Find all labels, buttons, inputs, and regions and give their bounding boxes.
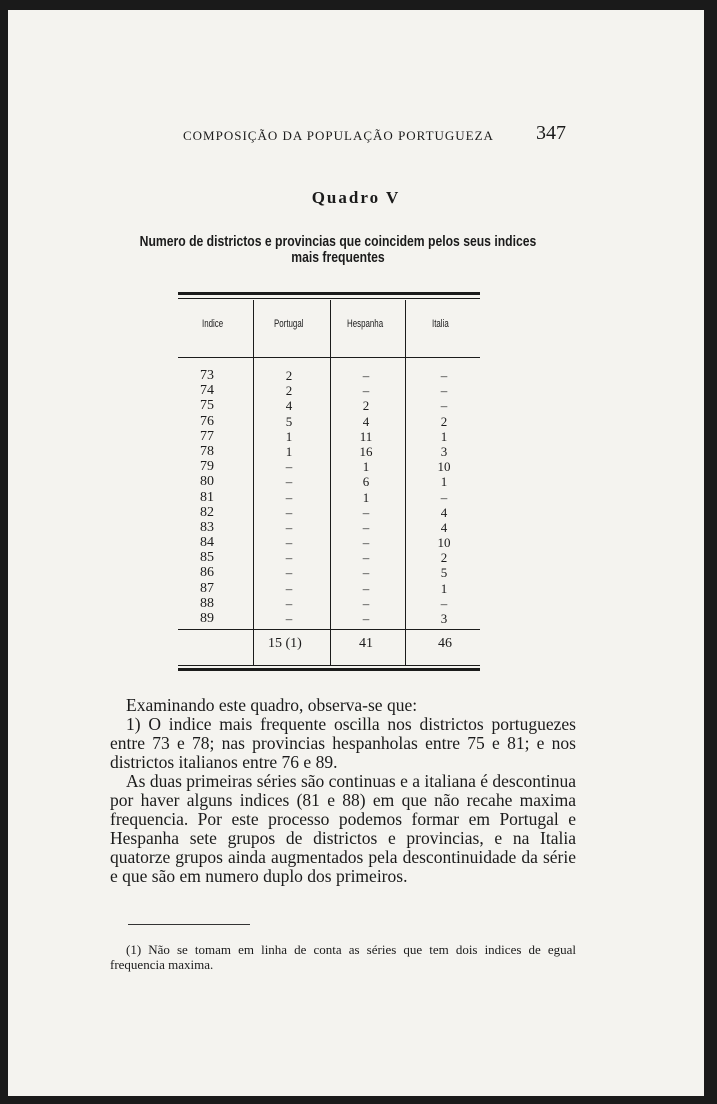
table-cell: – xyxy=(362,519,370,535)
table-cell: – xyxy=(362,368,370,383)
table-cell: – xyxy=(440,489,448,505)
table-cell: – xyxy=(285,519,293,535)
table-cell: 79 xyxy=(200,459,214,475)
table-cell: – xyxy=(285,611,293,626)
table-cell: 88 xyxy=(200,595,214,611)
table-cell: 3 xyxy=(440,443,448,459)
table-cell: 4 xyxy=(362,413,370,429)
table-cell: 84 xyxy=(200,535,214,551)
table-cell: – xyxy=(285,595,293,611)
page-number: 347 xyxy=(536,122,566,144)
table-cell: – xyxy=(285,550,293,566)
table-cell: 2 xyxy=(285,383,293,399)
table-cell: 4 xyxy=(285,398,293,414)
table-cell: – xyxy=(362,565,370,581)
table-cell: 5 xyxy=(440,565,448,581)
table-cell: 10 xyxy=(437,459,451,475)
column-indice xyxy=(200,368,230,626)
table-cell: 4 xyxy=(440,519,448,535)
table-subtitle xyxy=(132,234,544,266)
book-page xyxy=(8,10,704,1096)
table-cell: 1 xyxy=(440,580,448,596)
table-cell: 1 xyxy=(285,428,293,444)
table-cell: 2 xyxy=(362,398,370,414)
table-cell: – xyxy=(362,595,370,611)
table-cell: 3 xyxy=(440,611,448,626)
table-cell: 1 xyxy=(285,443,293,459)
table-cell: 5 xyxy=(285,413,293,429)
column-divider xyxy=(253,300,254,666)
header-bottom-rule xyxy=(178,357,480,358)
table-title: Quadro V xyxy=(311,188,401,207)
table-bottom-rule-thin xyxy=(178,665,480,666)
table-cell: 83 xyxy=(200,519,214,535)
table-cell: – xyxy=(285,565,293,581)
table-cell: – xyxy=(285,580,293,596)
table-cell: 73 xyxy=(200,368,214,383)
table-cell: – xyxy=(362,504,370,520)
footnote xyxy=(110,942,576,972)
table-cell: 1 xyxy=(362,489,370,505)
body-text xyxy=(110,696,576,886)
table-cell: – xyxy=(362,611,370,626)
table-cell: 2 xyxy=(440,550,448,566)
column-header-italia: Italia xyxy=(432,318,449,330)
table-cell: – xyxy=(362,550,370,566)
table-cell: 81 xyxy=(200,489,214,505)
total-portugal: 15 (1) xyxy=(268,636,302,651)
table-cell: 6 xyxy=(362,474,370,490)
table-cell: 89 xyxy=(200,611,214,626)
table-cell: 77 xyxy=(200,428,214,444)
table-cell: 86 xyxy=(200,565,214,581)
table-cell: – xyxy=(285,504,293,520)
total-hespanha: 41 xyxy=(359,636,373,651)
running-title: COMPOSIÇÃO DA POPULAÇÃO PORTUGUEZA xyxy=(183,128,494,143)
column-header-hespanha: Hespanha xyxy=(347,318,384,330)
table-cell: – xyxy=(285,535,293,551)
table-cell: 82 xyxy=(200,504,214,520)
table-cell: 85 xyxy=(200,550,214,566)
total-italia: 46 xyxy=(438,636,452,651)
item-1-paragraph: 1) O indice mais frequente oscilla nos districtos portuguezes entre 73 e 78; nas provincias hespanholas entre 75 e 81; e nos districtos italianos entre 76 e 89. xyxy=(110,714,576,772)
table-cell: 2 xyxy=(440,413,448,429)
table-cell: 1 xyxy=(362,459,370,475)
column-header-indice: Indice xyxy=(202,318,224,330)
table-cell: – xyxy=(440,398,448,414)
table-cell: – xyxy=(440,368,448,383)
column-header-portugal: Portugal xyxy=(274,318,304,330)
table-top-rule xyxy=(178,292,480,295)
table-cell: 74 xyxy=(200,383,214,399)
column-divider xyxy=(405,300,406,666)
column-hespanha xyxy=(349,368,383,626)
column-italia xyxy=(427,368,461,626)
table-cell: 10 xyxy=(437,535,451,551)
intro-paragraph: Examinando este quadro, observa-se que: xyxy=(126,695,418,715)
table-cell: – xyxy=(362,383,370,399)
table-cell: – xyxy=(285,474,293,490)
table-cell: 1 xyxy=(440,474,448,490)
table-cell: 78 xyxy=(200,443,214,459)
table-cell: – xyxy=(362,580,370,596)
table-cell: 76 xyxy=(200,413,214,429)
table-cell: – xyxy=(285,459,293,475)
table-bottom-rule xyxy=(178,668,480,671)
table-cell: 75 xyxy=(200,398,214,414)
table-cell: 11 xyxy=(359,428,373,444)
table-cell: – xyxy=(285,489,293,505)
table-cell: 87 xyxy=(200,580,214,596)
table-cell: – xyxy=(440,595,448,611)
table-cell: – xyxy=(362,535,370,551)
table-cell: 80 xyxy=(200,474,214,490)
subtitle-line-1: Numero de districtos e provincias que coincidem pelos seus indices xyxy=(139,234,537,250)
table-cell: 16 xyxy=(359,443,373,459)
table-cell: 1 xyxy=(440,428,448,444)
table-cell: 2 xyxy=(285,368,293,383)
table-cell: – xyxy=(440,383,448,399)
table-top-rule-thin xyxy=(178,298,480,299)
totals-rule xyxy=(178,629,480,630)
table-cell: 4 xyxy=(440,504,448,520)
column-portugal xyxy=(272,368,306,626)
footnote-text: (1) Não se tomam em linha de conta as séries que tem dois indices de egual frequencia maxima. xyxy=(110,942,576,972)
paragraph-2: As duas primeiras séries são continuas e a italiana é descontinua por haver alguns indices (81 e 88) em que não recahe maxima frequencia. Por este processo podemos formar em Portugal e Hespanha sete grupos de districtos e provincias, e na Italia quatorze grupos ainda augmentados pela descontinuidade da série e que são em numero duplo dos primeiros. xyxy=(110,771,576,886)
subtitle-line-2: mais frequentes xyxy=(291,250,385,266)
column-divider xyxy=(330,300,331,666)
footnote-rule xyxy=(128,924,250,925)
